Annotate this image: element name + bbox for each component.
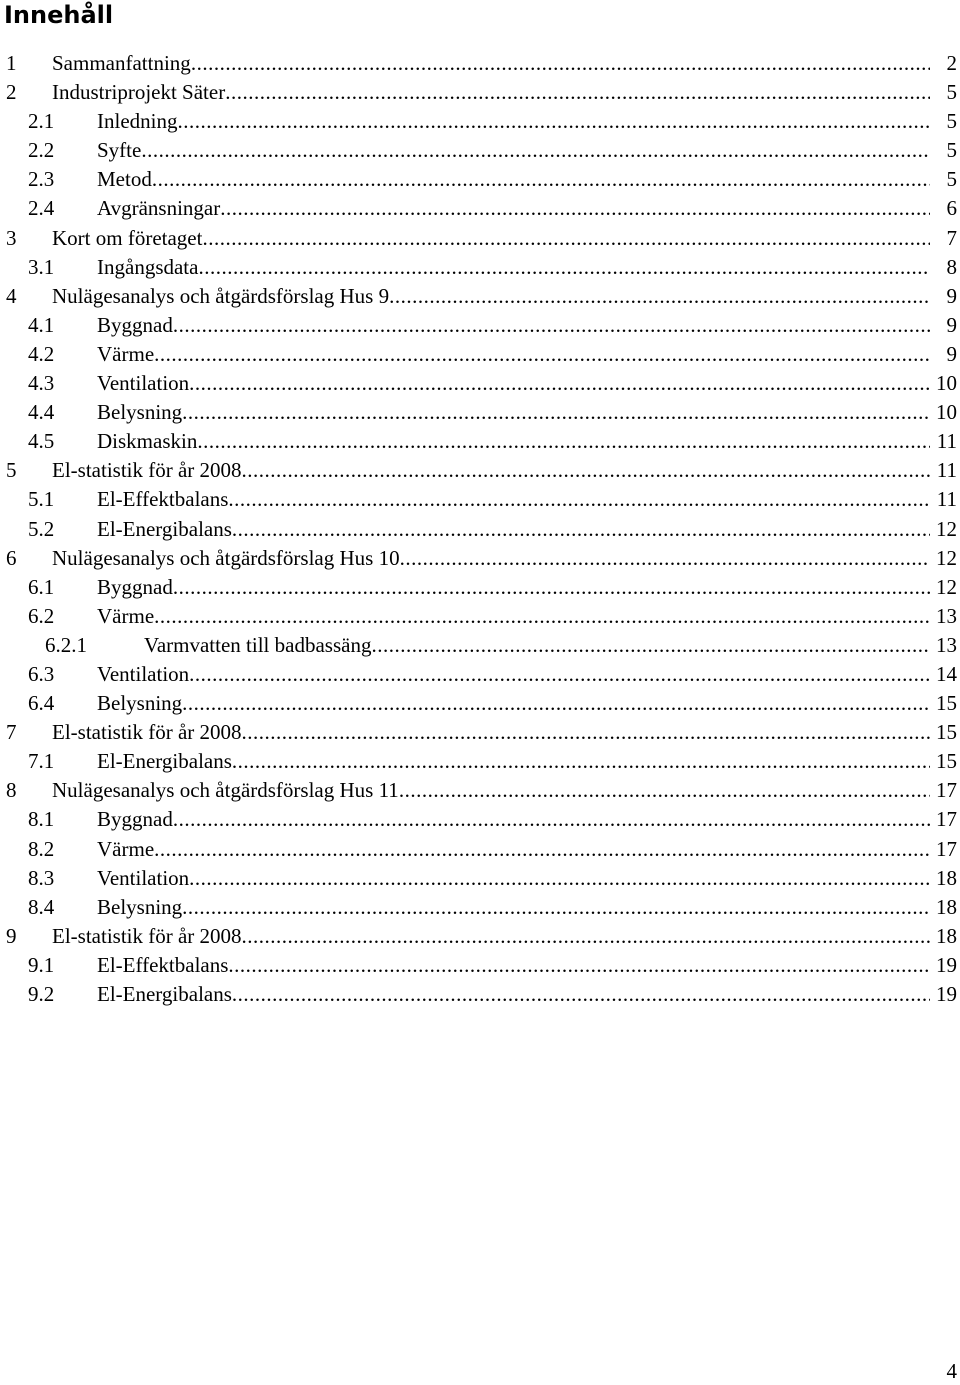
toc-entry-number: 6.3 (28, 661, 55, 686)
toc-entry[interactable] (0, 485, 960, 514)
toc-entry-page: 17 (936, 807, 957, 832)
toc-entry-number: 8.3 (28, 865, 55, 890)
toc-dot-leader (177, 107, 930, 136)
toc-entry[interactable] (0, 194, 960, 223)
toc-entry-leader (52, 78, 930, 107)
table-of-contents (0, 49, 960, 1009)
toc-entry-title: Nulägesanalys och åtgärdsförslag Hus 11 (52, 778, 399, 803)
toc-entry-page: 13 (936, 603, 957, 628)
toc-dot-leader (141, 136, 930, 165)
toc-entry[interactable] (0, 427, 960, 456)
toc-entry-leader (52, 456, 930, 485)
toc-dot-leader (232, 747, 930, 776)
toc-entry[interactable] (0, 805, 960, 834)
toc-entry-number: 9.2 (28, 982, 55, 1006)
toc-entry-leader (97, 893, 930, 922)
toc-entry-title: Ingångsdata (97, 254, 199, 279)
toc-entry-title: El-Effektbalans (97, 952, 229, 977)
toc-entry-title: El-Energibalans (97, 749, 232, 774)
toc-dot-leader (220, 194, 930, 223)
toc-entry-title: Byggnad (97, 312, 173, 337)
toc-dot-leader (197, 427, 930, 456)
toc-entry[interactable] (0, 573, 960, 602)
toc-dot-leader (152, 165, 930, 194)
toc-entry[interactable] (0, 49, 960, 78)
toc-dot-leader (173, 805, 930, 834)
toc-entry[interactable] (0, 747, 960, 776)
toc-entry-title: Varmvatten till badbassäng (144, 632, 372, 657)
toc-entry[interactable] (0, 951, 960, 980)
toc-entry-number: 4.4 (28, 400, 55, 425)
toc-entry[interactable] (0, 776, 960, 805)
toc-entry-title: Metod (97, 167, 152, 192)
toc-entry-leader (97, 805, 930, 834)
toc-entry-leader (97, 136, 930, 165)
toc-entry-page: 5 (946, 109, 957, 134)
toc-entry-leader (97, 427, 930, 456)
toc-entry-leader (97, 369, 930, 398)
toc-dot-leader (189, 864, 930, 893)
toc-entry[interactable] (0, 660, 960, 689)
toc-entry-page: 9 (946, 283, 957, 308)
toc-entry[interactable] (0, 893, 960, 922)
toc-dot-leader (198, 253, 930, 282)
toc-entry-page: 12 (936, 574, 957, 599)
toc-entry-leader (97, 107, 930, 136)
toc-dot-leader (399, 776, 930, 805)
toc-entry-number: 6.2.1 (45, 632, 87, 657)
toc-entry-number: 7 (6, 720, 17, 745)
toc-entry-number: 6.4 (28, 691, 55, 716)
toc-entry-leader (97, 165, 930, 194)
toc-entry[interactable] (0, 980, 960, 1009)
toc-entry-title: Byggnad (97, 807, 173, 832)
toc-dot-leader (232, 980, 930, 1009)
toc-entry[interactable] (0, 456, 960, 485)
toc-entry-title: Syfte (97, 138, 142, 163)
toc-entry-leader (97, 864, 930, 893)
toc-dot-leader (182, 398, 930, 427)
toc-entry-leader (97, 573, 930, 602)
toc-entry[interactable] (0, 311, 960, 340)
toc-entry[interactable] (0, 78, 960, 107)
toc-entry-leader (97, 747, 930, 776)
toc-entry-number: 6.1 (28, 574, 55, 599)
toc-entry-leader (97, 340, 930, 369)
toc-entry-title: El-statistik för år 2008 (52, 923, 242, 948)
toc-entry-page: 19 (936, 952, 957, 977)
toc-dot-leader (173, 311, 930, 340)
toc-entry-title: Ventilation (97, 661, 190, 686)
toc-entry-page: 9 (946, 341, 957, 366)
toc-entry[interactable] (0, 689, 960, 718)
toc-entry-number: 4.2 (28, 341, 55, 366)
toc-entry-number: 9 (6, 923, 17, 948)
toc-entry-number: 2.3 (28, 167, 55, 192)
toc-entry-number: 2 (6, 80, 17, 105)
toc-entry-leader (97, 835, 930, 864)
toc-entry-number: 1 (6, 51, 17, 75)
toc-entry[interactable] (0, 369, 960, 398)
toc-entry-title: Ventilation (97, 865, 190, 890)
toc-entry-title: El-statistik för år 2008 (52, 458, 242, 483)
toc-entry-title: El-statistik för år 2008 (52, 720, 242, 745)
toc-entry-page: 12 (936, 545, 957, 570)
toc-entry-page: 9 (946, 312, 957, 337)
toc-entry[interactable] (0, 253, 960, 282)
toc-entry-page: 7 (946, 225, 957, 250)
toc-entry-title: Sammanfattning (52, 51, 191, 75)
toc-entry[interactable] (0, 835, 960, 864)
toc-entry-leader (97, 951, 930, 980)
toc-dot-leader (154, 340, 930, 369)
toc-dot-leader (182, 893, 930, 922)
toc-entry[interactable] (0, 282, 960, 311)
toc-entry-title: Industriprojekt Säter (52, 80, 226, 105)
toc-entry-title: Värme (97, 341, 155, 366)
toc-entry-leader (52, 49, 930, 78)
toc-entry-page: 6 (946, 196, 957, 221)
toc-entry-page: 10 (936, 400, 957, 425)
toc-entry-page: 10 (936, 371, 957, 396)
toc-entry-leader (52, 224, 930, 253)
toc-entry-number: 2.4 (28, 196, 55, 221)
toc-entry-leader (52, 776, 930, 805)
page-number: 4 (946, 1359, 957, 1383)
toc-entry-page: 2 (946, 51, 957, 75)
toc-dot-leader (154, 835, 930, 864)
toc-entry-page: 15 (936, 720, 957, 745)
toc-entry-page: 11 (936, 458, 957, 483)
toc-entry-number: 3 (6, 225, 17, 250)
toc-dot-leader (202, 224, 930, 253)
toc-entry-page: 5 (946, 80, 957, 105)
toc-entry-page: 15 (936, 691, 957, 716)
toc-entry-number: 6 (6, 545, 17, 570)
toc-dot-leader (189, 660, 930, 689)
toc-dot-leader (225, 78, 930, 107)
toc-entry-title: Diskmaskin (97, 429, 198, 454)
toc-entry-page: 13 (936, 632, 957, 657)
toc-entry-leader (97, 980, 930, 1009)
toc-entry-number: 4 (6, 283, 17, 308)
toc-entry-title: Nulägesanalys och åtgärdsförslag Hus 10 (52, 545, 400, 570)
toc-entry-title: Ventilation (97, 371, 190, 396)
toc-entry[interactable] (0, 631, 960, 660)
toc-entry-number: 8.4 (28, 894, 55, 919)
toc-entry-title: Byggnad (97, 574, 173, 599)
toc-entry[interactable] (0, 136, 960, 165)
toc-entry[interactable] (0, 718, 960, 747)
toc-dot-leader (228, 951, 930, 980)
toc-dot-leader (182, 689, 930, 718)
toc-entry-number: 4.1 (28, 312, 55, 337)
toc-entry-leader (97, 485, 930, 514)
toc-entry-page: 12 (936, 516, 957, 541)
toc-dot-leader (242, 456, 930, 485)
toc-entry[interactable] (0, 602, 960, 631)
toc-dot-leader (189, 369, 930, 398)
toc-entry-page: 17 (936, 836, 957, 861)
toc-entry-page: 11 (936, 487, 957, 512)
toc-entry-leader (97, 689, 930, 718)
toc-entry[interactable] (0, 107, 960, 136)
toc-dot-leader (228, 485, 930, 514)
toc-entry-title: Belysning (97, 400, 183, 425)
toc-dot-leader (173, 573, 930, 602)
toc-entry-page: 11 (936, 429, 957, 454)
toc-entry[interactable] (0, 398, 960, 427)
toc-entry-title: Belysning (97, 691, 183, 716)
toc-entry-number: 6.2 (28, 603, 55, 628)
toc-entry-leader (97, 602, 930, 631)
toc-entry-page: 15 (936, 749, 957, 774)
toc-entry-number: 2.1 (28, 109, 55, 134)
toc-entry-page: 8 (946, 254, 957, 279)
toc-entry-number: 5.1 (28, 487, 55, 512)
toc-entry-number: 8.2 (28, 836, 55, 861)
toc-entry-title: Belysning (97, 894, 183, 919)
toc-dot-leader (400, 544, 930, 573)
toc-entry-number: 9.1 (28, 952, 55, 977)
toc-dot-leader (191, 49, 930, 78)
toc-dot-leader (242, 718, 930, 747)
toc-entry-number: 5.2 (28, 516, 55, 541)
toc-entry-title: El-Energibalans (97, 516, 232, 541)
toc-entry-page: 18 (936, 894, 957, 919)
toc-entry[interactable] (0, 340, 960, 369)
toc-entry-leader (97, 253, 930, 282)
toc-entry-title: Kort om företaget (52, 225, 203, 250)
toc-entry-page: 17 (936, 778, 957, 803)
toc-entry-leader (144, 631, 930, 660)
toc-entry-number: 8 (6, 778, 17, 803)
toc-entry-leader (97, 660, 930, 689)
toc-entry-leader (52, 718, 930, 747)
toc-entry-title: Nulägesanalys och åtgärdsförslag Hus 9 (52, 283, 390, 308)
toc-entry-page: 5 (946, 138, 957, 163)
toc-entry[interactable] (0, 922, 960, 951)
toc-entry-number: 7.1 (28, 749, 55, 774)
toc-entry-page: 19 (936, 982, 957, 1006)
toc-entry-title: Värme (97, 836, 155, 861)
toc-dot-leader (371, 631, 930, 660)
toc-entry-leader (97, 194, 930, 223)
toc-entry-page: 5 (946, 167, 957, 192)
toc-entry-page: 14 (936, 661, 957, 686)
toc-entry-leader (52, 544, 930, 573)
toc-entry-number: 5 (6, 458, 17, 483)
toc-entry[interactable] (0, 544, 960, 573)
toc-entry-leader (97, 311, 930, 340)
toc-entry-leader (97, 398, 930, 427)
toc-entry-title: Inledning (97, 109, 178, 134)
toc-entry-number: 3.1 (28, 254, 55, 279)
toc-heading: Innehåll (4, 1, 114, 29)
toc-entry-page: 18 (936, 865, 957, 890)
toc-dot-leader (154, 602, 930, 631)
toc-entry-title: Värme (97, 603, 155, 628)
toc-entry-leader (52, 282, 930, 311)
toc-entry-number: 4.3 (28, 371, 55, 396)
toc-entry[interactable] (0, 864, 960, 893)
toc-dot-leader (242, 922, 930, 951)
toc-entry-leader (97, 515, 930, 544)
toc-entry[interactable] (0, 515, 960, 544)
toc-dot-leader (389, 282, 930, 311)
toc-entry-number: 8.1 (28, 807, 55, 832)
toc-entry[interactable] (0, 165, 960, 194)
toc-entry-page: 18 (936, 923, 957, 948)
toc-dot-leader (232, 515, 930, 544)
toc-entry-number: 4.5 (28, 429, 55, 454)
toc-entry-leader (52, 922, 930, 951)
toc-entry-title: Avgränsningar (97, 196, 221, 221)
toc-entry[interactable] (0, 224, 960, 253)
toc-entry-title: El-Energibalans (97, 982, 232, 1006)
toc-entry-number: 2.2 (28, 138, 55, 163)
toc-entry-title: El-Effektbalans (97, 487, 229, 512)
